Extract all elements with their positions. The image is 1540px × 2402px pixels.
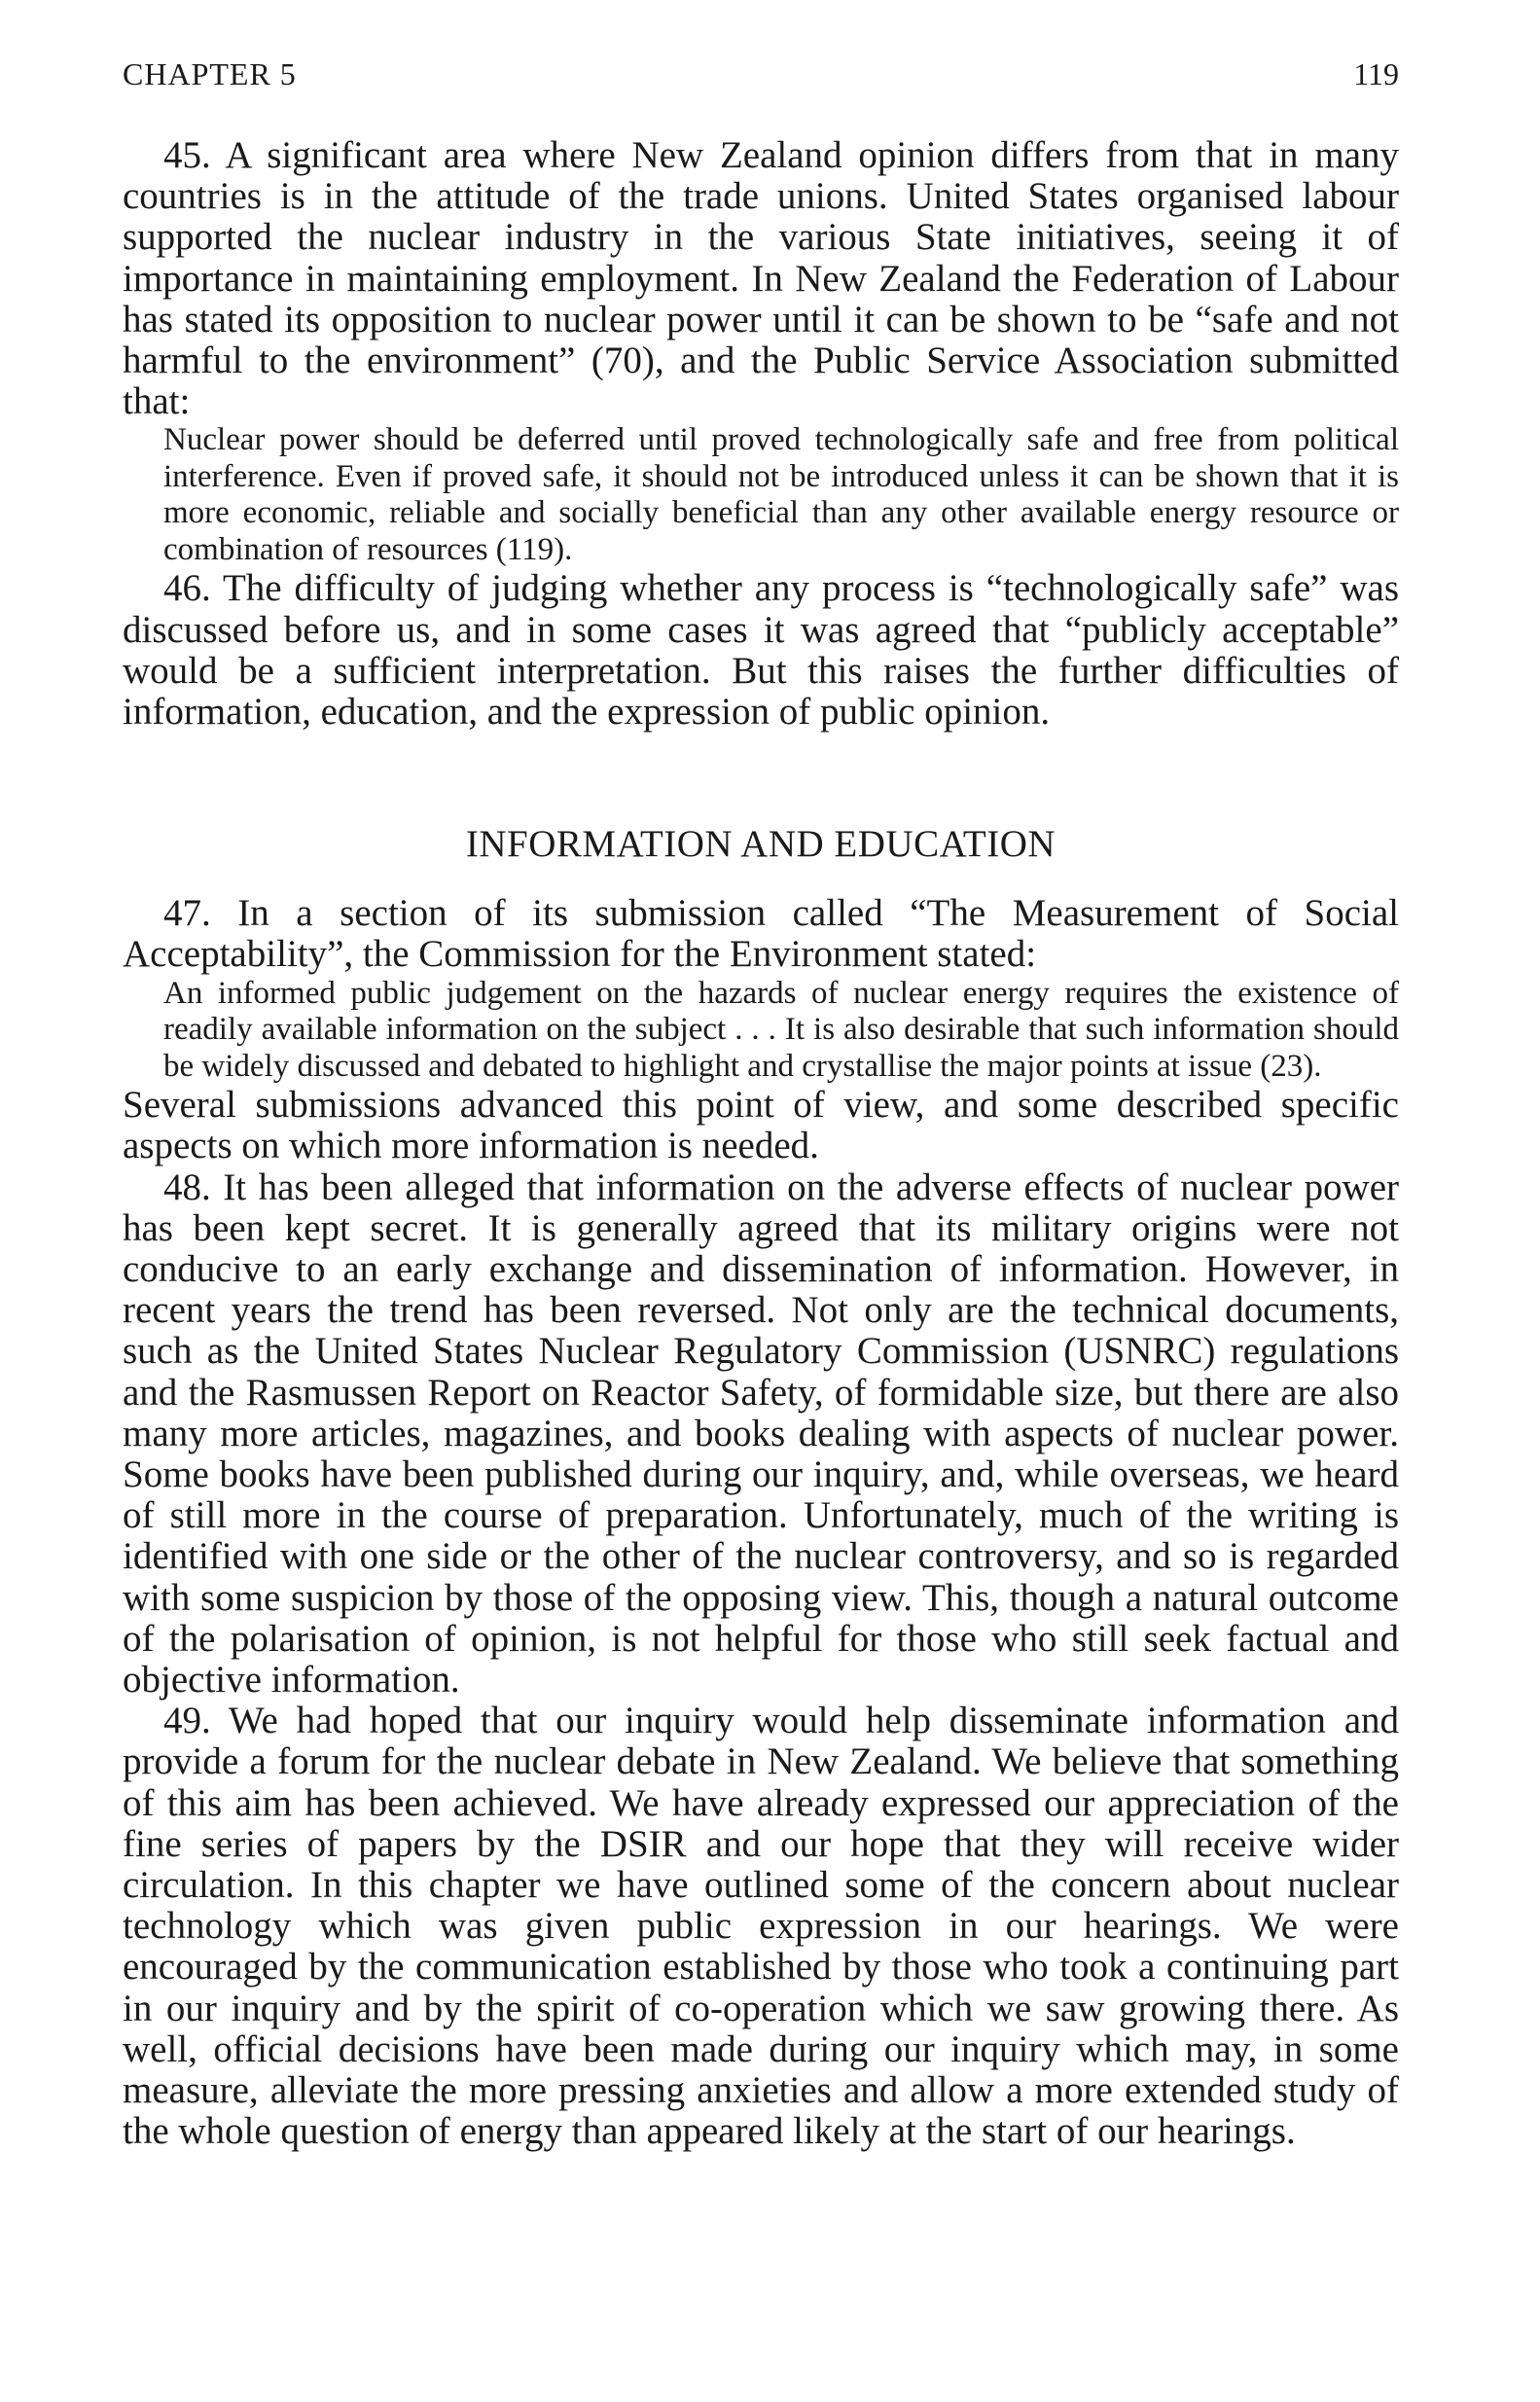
paragraph-45: 45. A significant area where New Zealand opinion differs from that in many countries is in the attitude of the trade unions. United States organised labour supported the nuclear industry in the various State initiatives, seeing it of importance in maintaining employment. In New Zealand the Federation of Labour has stated its opposition to nuclear power until it can be shown to be “safe and not harmful to the environment” (70), and the Public Service Association submitted that: <box>123 134 1399 423</box>
block-quote-psa: Nuclear power should be deferred until proved technologically safe and free from political interference. Even if proved safe, it should not be introduced unless it can be shown that it is more economic, reliable and socially beneficial than any other available energy resource or combination of resources (119). <box>163 422 1399 567</box>
document-page <box>123 56 1399 2152</box>
paragraph-46: 46. The difficulty of judging whether any process is “technologically safe” was discussed before us, and in some cases it was agreed that “publicly acceptable” would be a sufficient interpretation. But this raises the further difficulties of information, education, and the expression of public opinion. <box>123 567 1399 734</box>
paragraph-48: 48. It has been alleged that information on the adverse effects of nuclear power has been kept secret. It is generally agreed that its military origins were not conducive to an early exchange and dissemination of information. However, in recent years the trend has been reversed. Not only are the technical documents, such as the United States Nuclear Regulatory Commission (USNRC) regulations and the Rasmussen Report on Reactor Safety, of formidable size, but there are also many more articles, magazines, and books dealing with aspects of nuclear power. Some books have been published during our inquiry, and, while overseas, we heard of still more in the course of preparation. Unfortunately, much of the writing is identified with one side or the other of the nuclear controversy, and so is regarded with some suspicion by those of the opposing view. This, though a natural outcome of the polarisation of opinion, is not helpful for those who still seek factual and objective information. <box>123 1165 1399 1701</box>
paragraph-47-continuation: Several submissions advanced this point of view, and some described specific aspects on which more information is needed. <box>123 1084 1399 1167</box>
block-quote-commission: An informed public judgement on the hazards of nuclear energy requires the existence of readily available information on the subject . . . It is also desirable that such information should be widely discussed and debated to highlight and crystallise the major points at issue (23). <box>163 975 1399 1084</box>
chapter-label: CHAPTER 5 <box>123 56 297 91</box>
running-header <box>123 56 1399 92</box>
section-heading: INFORMATION AND EDUCATION <box>465 823 1057 866</box>
paragraph-49: 49. We had hoped that our inquiry would help disseminate information and provide a forum for the nuclear debate in New Zealand. We believe that something of this aim has been achieved. We have already expressed our appreciation of the fine series of papers by the DSIR and our hope that they will receive wider circulation. In this chapter we have outlined some of the concern about nuclear technology which was given public expression in our hearings. We were encouraged by the communication established by those who took a continuing part in our inquiry and by the spirit of co-operation which we saw growing there. As well, official decisions have been made during our inquiry which may, in some measure, alleviate the more pressing anxieties and allow a more extended study of the whole question of energy than appeared likely at the start of our hearings. <box>123 1700 1399 2153</box>
page-number: 119 <box>1353 56 1399 91</box>
paragraph-47: 47. In a section of its submission called “The Measurement of Social Acceptability”, the Commission for the Environment stated: <box>123 892 1399 976</box>
